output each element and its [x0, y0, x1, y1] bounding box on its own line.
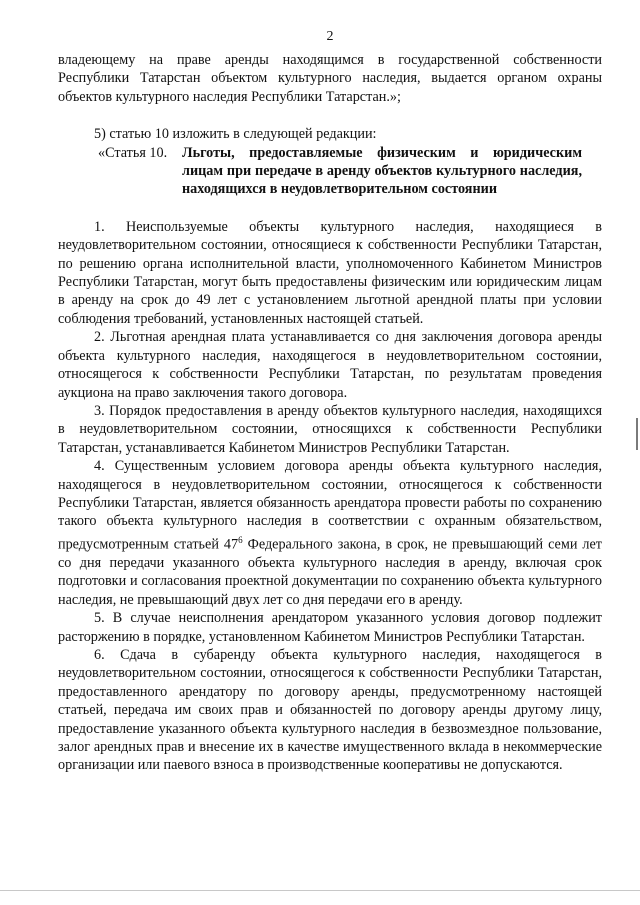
- paragraph-1: 1. Неиспользуемые объекты культурного наследия, находящиеся в неудовлетворительном состоянии, относящиеся к собственности Республики Татарстан, по решению органа исполнительной власти, уполномоченного Кабинетом Министров Республики Татарстан, могут быть предоставлены физическим или юридическим лицам в аренду на срок до 49 лет с установлением льготной арендной платы при условии соблюдения требований, установленных настоящей статьей.: [58, 218, 602, 327]
- paragraph-4: [58, 457, 602, 609]
- page-bottom-edge: [0, 890, 640, 891]
- paragraph-2: 2. Льготная арендная плата устанавливается со дня заключения договора аренды объекта культурного наследия, находящегося в неудовлетворительном состоянии, относящегося к собственности Республики Татарстан, по результатам проведения аукциона на право заключения такого договора.: [58, 329, 602, 401]
- paragraph-4-text-a: 4. Существенным условием договора аренды объекта культурного наследия, находящегося в неудовлетворительном состоянии, относящегося к собственности Республики Татарстан, является обязанность арендатора провести работы по сохранению такого объекта культурного наследия в соответствии с охранным обязательством, предусмотренным статьей 47: [58, 458, 602, 553]
- paragraph-6: 6. Сдача в субаренду объекта культурного наследия, находящегося в неудовлетворительном состоянии, относящегося к собственности Республики Татарстан, предоставленного арендатору по договору аренды, предусмотренному настоящей статьей, передача им своих прав и обязанностей по договору аренды другому лицу, предоставление указанного объекта культурного наследия в безвозмездное пользование, залог арендных прав и внесение их в качестве имущественного вклада в некоммерческие организации или паевого взноса в производственные кооперативы не допускаются.: [58, 646, 602, 774]
- amendment-line: 5) статью 10 изложить в следующей редакции:: [94, 126, 377, 143]
- page-number: 2: [326, 29, 334, 44]
- article-label: «Статья 10.: [98, 144, 168, 161]
- paragraph-4-superscript: 6: [238, 534, 243, 545]
- paragraph-4-text-b: Федерального закона, в срок, не превышающий семи лет со дня передачи указанного объекта культурного наследия в аренду, включая срок подготовки и согласования проектной документации по сохранению объекта культурного наследия, не превышающий двух лет со дня передачи его в аренду.: [58, 536, 602, 608]
- article-heading: [58, 144, 602, 199]
- article-title: Льготы, предоставляемые физическим и юридическим лицам при передаче в аренду объектов культурного наследия, находящихся в неудовлетворительном состоянии: [182, 144, 582, 198]
- scan-edge-mark: [636, 418, 638, 450]
- paragraph-3: 3. Порядок предоставления в аренду объектов культурного наследия, находящихся в неудовлетворительном состоянии, относящихся к собственности Республики Татарстан, устанавливается Кабинетом Министров Республики Татарстан.: [58, 402, 602, 456]
- intro-paragraph: владеющему на праве аренды находящимся в государственной собственности Республики Татарстан объектом культурного наследия, выдается органом охраны объектов культурного наследия Республики Татарстан.»;: [58, 52, 602, 105]
- paragraph-5: 5. В случае неисполнения арендатором указанного условия договор подлежит расторжению в порядке, установленном Кабинетом Министров Республики Татарстан.: [58, 610, 602, 645]
- spacer: [58, 106, 602, 125]
